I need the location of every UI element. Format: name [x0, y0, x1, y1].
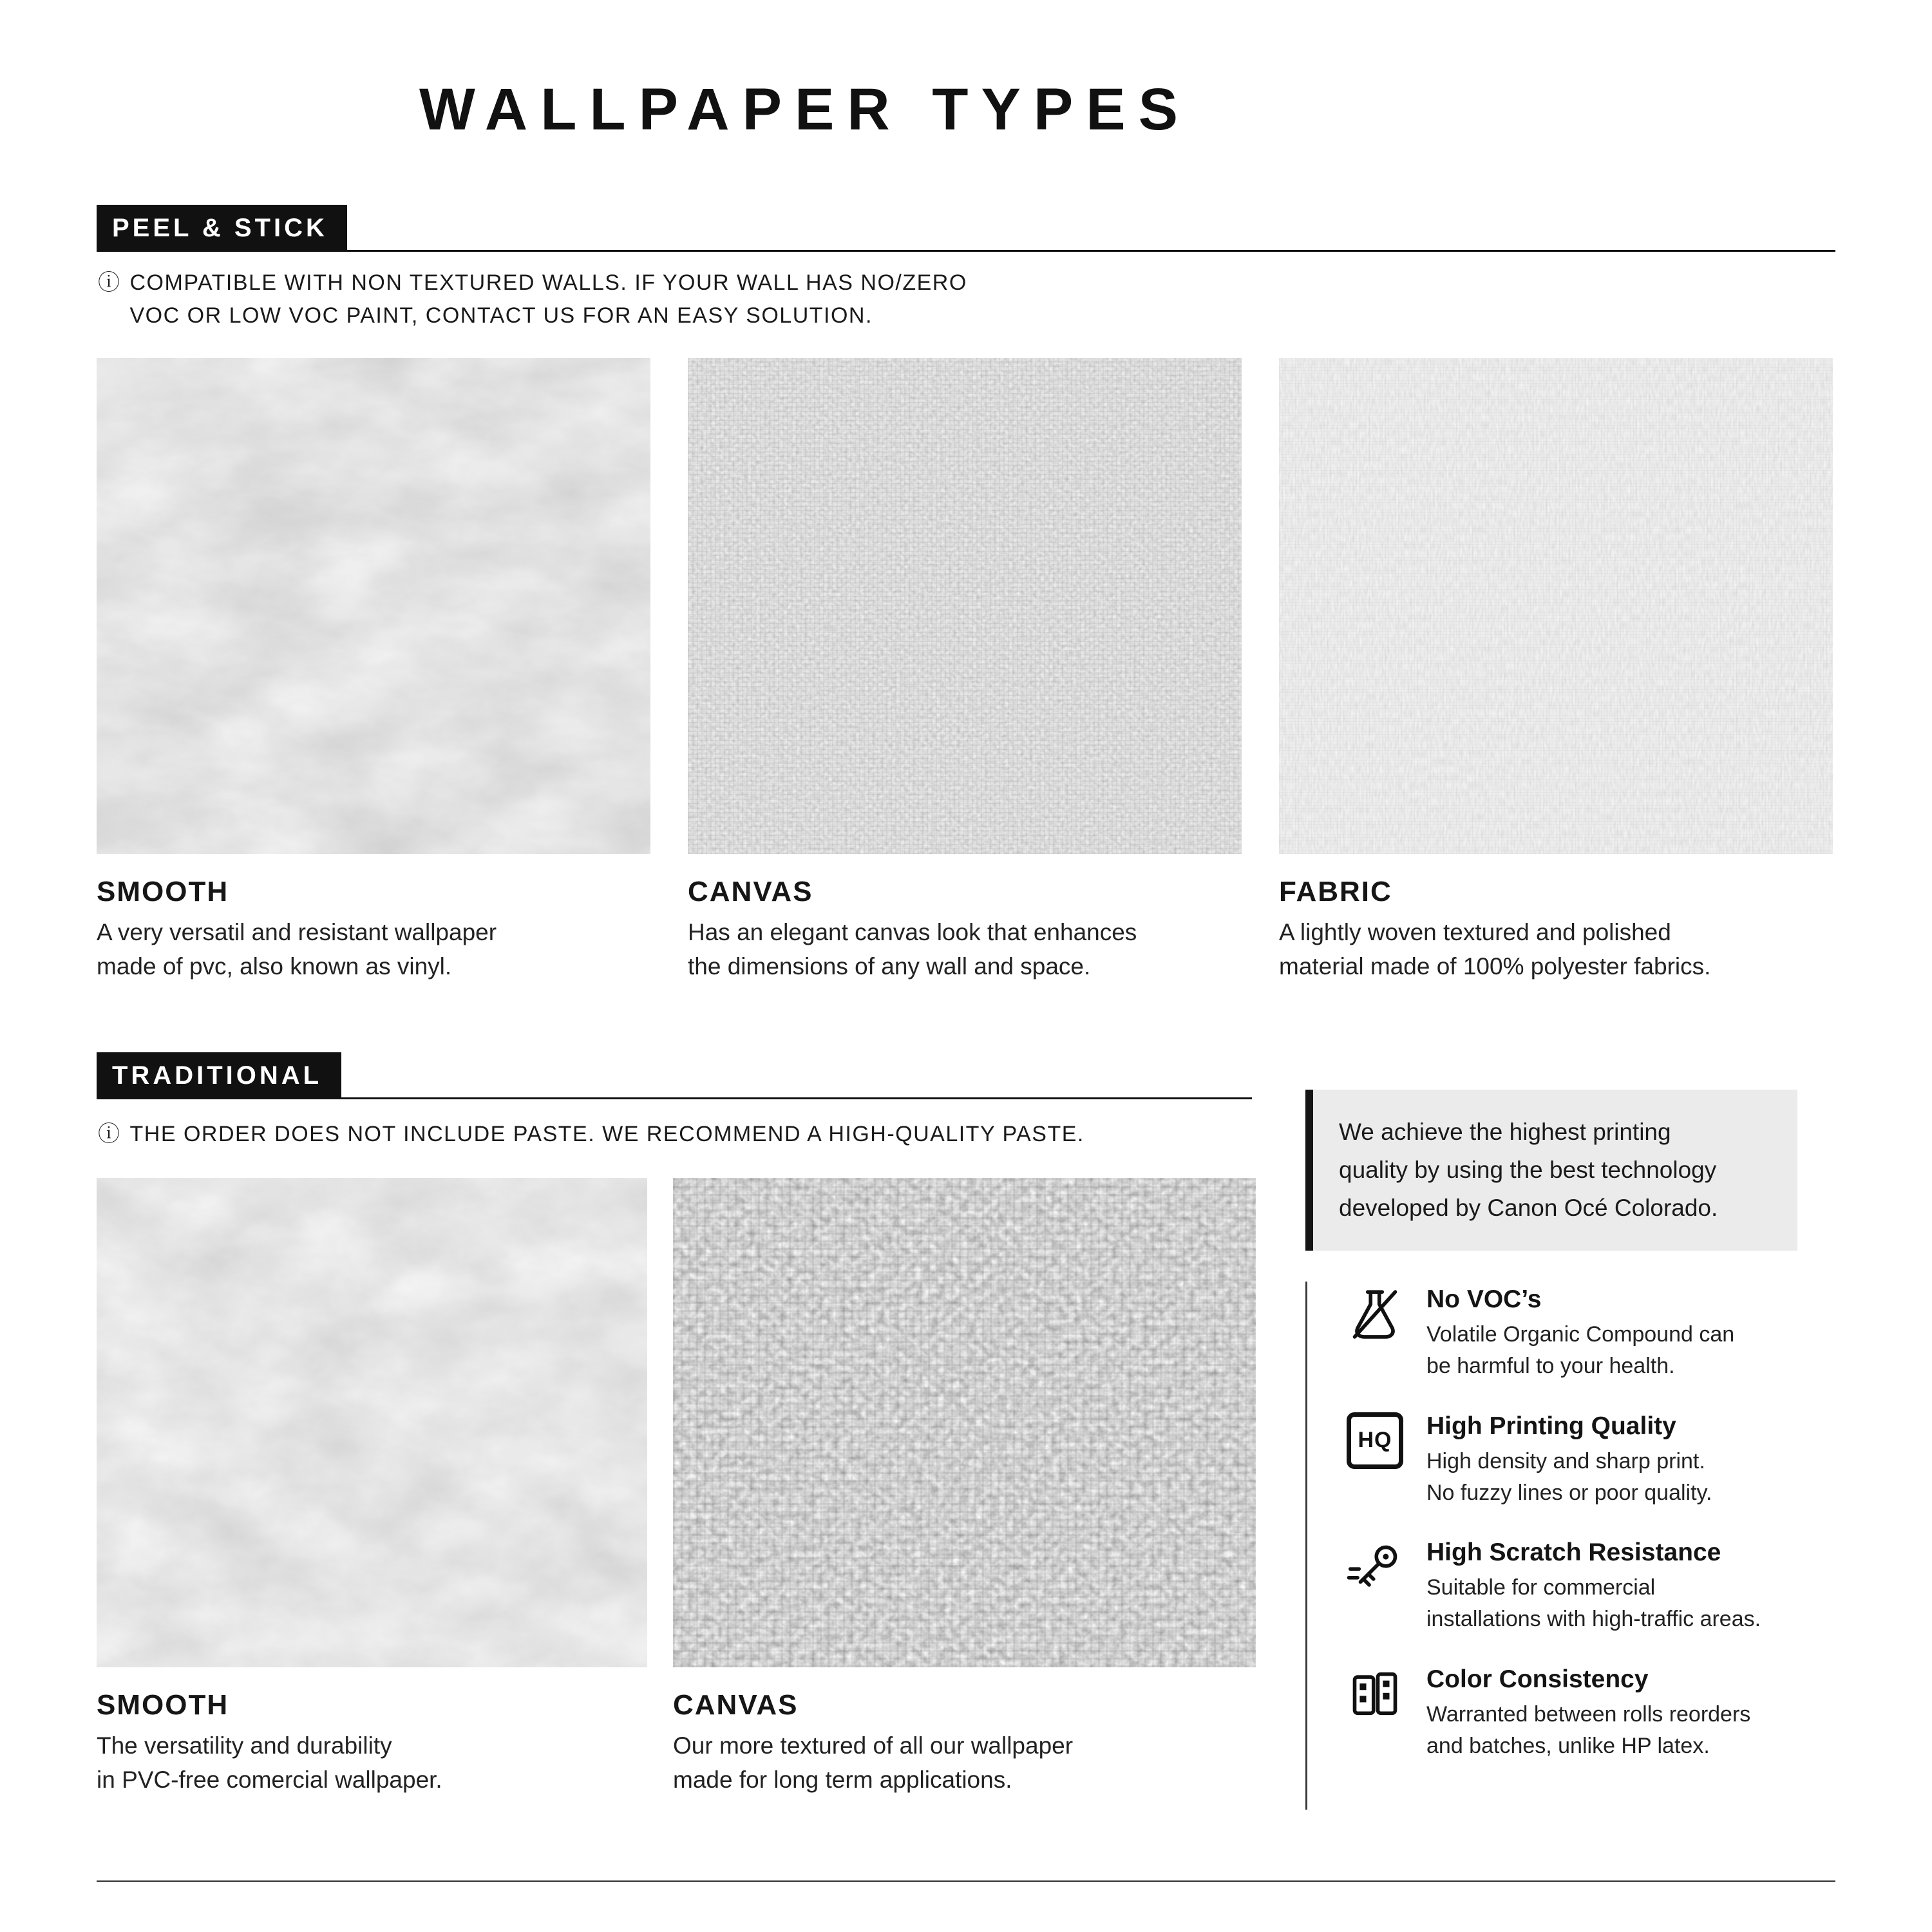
feature-high-printing-quality [1343, 1412, 1819, 1510]
desc-line: High density and sharp print. [1426, 1448, 1705, 1473]
swatch-name: CANVAS [688, 876, 813, 907]
desc-line: Warranted between rolls reorders [1426, 1701, 1751, 1727]
desc-line: Volatile Organic Compound can [1426, 1322, 1735, 1347]
quality-line: We achieve the highest printing [1339, 1119, 1671, 1145]
desc-line: and batches, unlike HP latex. [1426, 1734, 1710, 1759]
fabric-weave-texture [1279, 358, 1833, 854]
swatch-description [97, 1729, 647, 1797]
feature-title: High Printing Quality [1426, 1412, 1676, 1440]
hq-icon-text: HQ [1347, 1412, 1403, 1469]
quality-line: developed by Canon Océ Colorado. [1339, 1195, 1718, 1222]
feature-title: No VOC’s [1426, 1285, 1542, 1313]
canvas-swatch-image [688, 358, 1242, 854]
peel-stick-note [98, 267, 967, 332]
desc-line: be harmful to your health. [1426, 1354, 1675, 1379]
desc-line: made of pvc, also known as vinyl. [97, 952, 452, 980]
desc-line: made for long term applications. [673, 1766, 1012, 1793]
swatch-name: FABRIC [1279, 876, 1392, 907]
bottom-divider-line [97, 1880, 1835, 1882]
swatch-name: CANVAS [673, 1689, 799, 1721]
swatch-name: SMOOTH [97, 1689, 229, 1721]
features-divider-line [1305, 1282, 1307, 1810]
swatch-description [688, 916, 1242, 983]
note-line: THE ORDER DOES NOT INCLUDE PASTE. WE RECOMMEND A HIGH-QUALITY PASTE. [129, 1122, 1084, 1146]
desc-line: A very versatil and resistant wallpaper [97, 919, 497, 945]
printing-quality-panel [1305, 1090, 1797, 1251]
feature-description [1426, 1319, 1819, 1383]
peel-stick-section-header [97, 205, 1835, 252]
feature-description [1426, 1699, 1819, 1763]
peel-stick-badge: PEEL & STICK [97, 205, 347, 250]
info-icon: ⓘ [98, 270, 121, 295]
feature-title: Color Consistency [1426, 1665, 1649, 1693]
swatch-description [1279, 916, 1833, 983]
feature-no-vocs [1343, 1285, 1819, 1383]
hq-icon [1343, 1412, 1407, 1510]
note-line: COMPATIBLE WITH NON TEXTURED WALLS. IF YOUR WALL HAS NO/ZERO [129, 270, 967, 295]
desc-line: installations with high-traffic areas. [1426, 1607, 1761, 1632]
info-icon: ⓘ [98, 1122, 121, 1146]
note-line: VOC OR LOW VOC PAINT, CONTACT US FOR AN EASY SOLUTION. [129, 303, 873, 328]
smooth-traditional-swatch-image [97, 1178, 647, 1667]
canvas-traditional-swatch-image [673, 1178, 1256, 1667]
feature-color-consistency [1343, 1665, 1819, 1763]
quality-line: quality by using the best technology [1339, 1157, 1717, 1184]
traditional-badge: TRADITIONAL [97, 1052, 341, 1097]
page-title: WALLPAPER TYPES [419, 77, 1191, 142]
desc-line: A lightly woven textured and polished [1279, 919, 1671, 945]
swatch-name: SMOOTH [97, 876, 229, 907]
traditional-note [98, 1118, 1084, 1151]
swatch-card-canvas-traditional [673, 1178, 1256, 1797]
swatch-description [97, 916, 650, 983]
feature-title: High Scratch Resistance [1426, 1539, 1721, 1567]
desc-line: Has an elegant canvas look that enhances [688, 919, 1137, 945]
features-list [1343, 1285, 1819, 1762]
feature-description [1426, 1572, 1819, 1636]
no-voc-icon [1343, 1285, 1407, 1383]
desc-line: Our more textured of all our wallpaper [673, 1732, 1074, 1759]
desc-line: in PVC-free comercial wallpaper. [97, 1766, 442, 1793]
desc-line: the dimensions of any wall and space. [688, 952, 1091, 980]
swatch-card-fabric [1279, 358, 1833, 983]
traditional-swatch-row [97, 1178, 1256, 1797]
desc-line: Suitable for commercial [1426, 1575, 1656, 1600]
feature-high-scratch-resistance [1343, 1539, 1819, 1636]
color-consistency-icon [1343, 1665, 1407, 1763]
scratch-resistance-icon [1343, 1539, 1407, 1636]
peel-stick-swatch-row [97, 358, 1833, 983]
smooth-swatch-image [97, 358, 650, 854]
traditional-section-header [97, 1052, 1252, 1099]
swatch-description [673, 1729, 1256, 1797]
feature-description [1426, 1446, 1819, 1510]
swatch-card-canvas [688, 358, 1242, 983]
swatch-card-smooth [97, 358, 650, 983]
canvas-weave-texture [688, 358, 1242, 854]
desc-line: The versatility and durability [97, 1732, 392, 1759]
swatch-card-smooth-traditional [97, 1178, 647, 1797]
canvas-traditional-weave-texture [673, 1178, 1256, 1667]
desc-line: material made of 100% polyester fabrics. [1279, 952, 1711, 980]
fabric-swatch-image [1279, 358, 1833, 854]
desc-line: No fuzzy lines or poor quality. [1426, 1480, 1712, 1505]
